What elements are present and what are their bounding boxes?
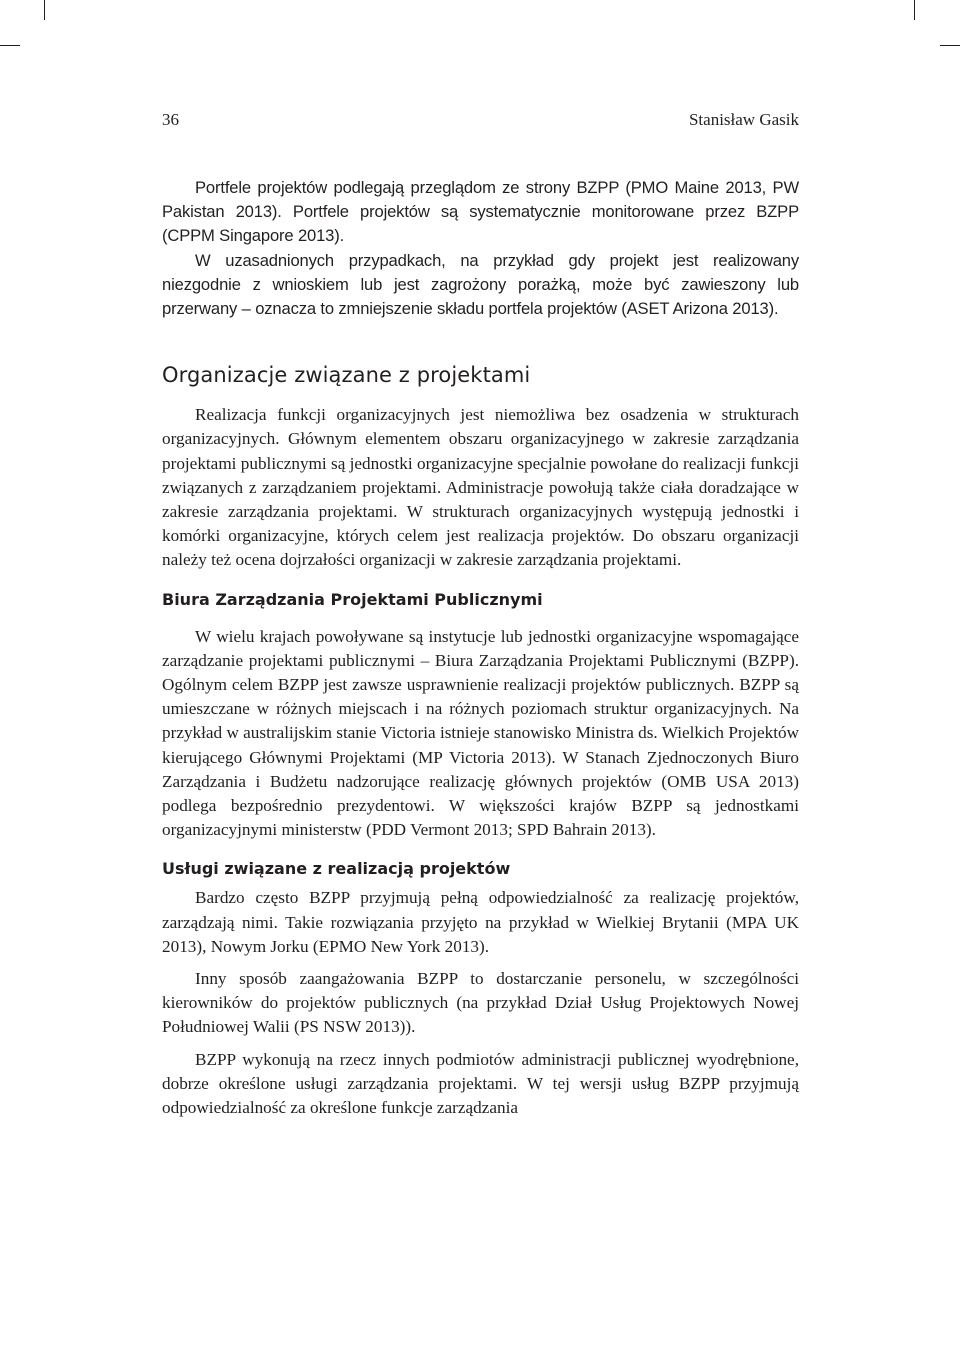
paragraph: Bardzo często BZPP przyjmują pełną odpowiedzialność za realizację projektów, zarządzają nimi. Takie rozwiązania przyjęto na przykład w Wielkiej Brytanii (MPA UK 2013), Nowym Jorku (EPMO New York 2013). bbox=[162, 888, 799, 956]
running-author: Stanisław Gasik bbox=[688, 110, 799, 129]
paragraph: W wielu krajach powoływane są instytucje lub jednostki organizacyjne wspomagające zarządzanie projektami publicznymi – Biura Zarządzania Projektami Publicznymi (BZPP). Ogólnym celem BZPP jest zawsze usprawnienie realizacji projektów publicznych. BZPP są umieszczane w różnych miejscach i na różnych poziomach struktur organizacyjnych. Na przykład w australijskim stanie Victoria istnieje stanowisko Ministra ds. Wielkich Projektów kierującego Głównymi Projektami (MP Victoria 2013). W Stanach Zjednoczonych Biuro Zarządzania i Budżetu nadzorujące realizację głównych projektów (OMB USA 2013) podlega bezpośrednio prezydentowi. W większości krajów BZPP są jednostkami organizacyjnymi ministerstw (PDD Vermont 2013; SPD Bahrain 2013). bbox=[162, 626, 799, 840]
section-heading: Organizacje związane z projektami bbox=[162, 363, 531, 388]
crop-mark-top-right-h bbox=[940, 45, 960, 46]
crop-mark-top-left-h bbox=[0, 45, 20, 46]
paragraph: Portfele projektów podlegają przeglądom ze strony BZPP (PMO Maine 2013, PW Pakistan 2013). Portfele projektów są systematycznie monitorowane przez BZPP (CPPM Singapore 2013). bbox=[162, 178, 799, 246]
paragraph: W uzasadnionych przypadkach, na przykład gdy projekt jest realizowany niezgodnie z wnioskiem lub jest zagrożony porażką, może być zawieszony lub przerwany – oznacza to zmniejszenie składu portfela projektów (ASET Arizona 2013). bbox=[162, 250, 799, 319]
page-number: 36 bbox=[162, 110, 179, 129]
running-header bbox=[162, 110, 799, 130]
paragraph: Inny sposób zaangażowania BZPP to dostarczanie personelu, w szczególności kierowników do projektów publicznych (na przykład Dział Usług Projektowych Nowej Południowej Walii (PS NSW 2013)). bbox=[162, 969, 799, 1037]
subsection-heading: Biura Zarządzania Projektami Publicznymi bbox=[162, 589, 543, 609]
paragraph: Realizacja funkcji organizacyjnych jest niemożliwa bez osadzenia w strukturach organizacyjnych. Głównym elementem obszaru organizacyjnego w zakresie zarządzania projektami publicznymi są jednostki organizacyjne specjalnie powołane do realizacji funkcji związanych z zarządzaniem projektami. Administracje powołują także ciała doradzające w zakresie zarządzania projektami. W strukturach organizacyjnych występują jednostki i komórki organizacyjne, których celem jest realizacja projektów. Do obszaru organizacji należy też ocena dojrzałości organizacji w zakresie zarządzania projektami. bbox=[162, 405, 799, 570]
page-body bbox=[162, 176, 799, 1120]
paragraph: BZPP wykonują na rzecz innych podmiotów administracji publicznej wyodrębnione, dobrze określone usługi zarządzania projektami. W tej wersji usług BZPP przyjmują odpowiedzialność za określone funkcje zarządzania bbox=[162, 1049, 799, 1118]
crop-mark-top-left-v bbox=[44, 0, 45, 20]
subsection-heading: Usługi związane z realizacją projektów bbox=[162, 859, 511, 879]
crop-mark-top-right-v bbox=[914, 0, 915, 20]
